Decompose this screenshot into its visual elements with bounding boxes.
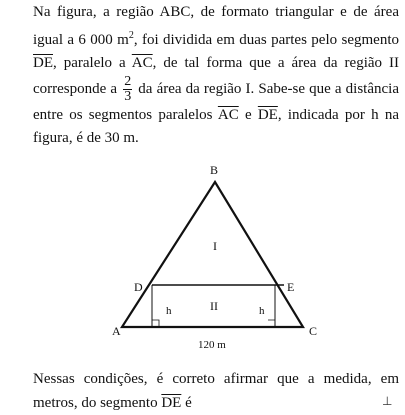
statement-text: , foi dividida em duas partes pelo segmento: [133, 32, 399, 48]
triangle-diagram: [110, 160, 330, 355]
height-h-left-label: h: [166, 305, 172, 317]
statement-text: e: [238, 107, 258, 123]
segment-de: $\overline{DE}$: [161, 395, 182, 411]
segment-ac: $\overline{AC}$: [217, 107, 239, 123]
segment-de: $\overline{DE}$: [257, 107, 278, 123]
area-exponent: 2: [128, 30, 134, 41]
segment-ac: $\overline{AC}$: [131, 55, 153, 71]
question-prompt: [33, 367, 399, 415]
vertex-b-label: B: [210, 163, 219, 177]
statement-text: , de tal forma que a área da região II corresponde a: [33, 55, 399, 97]
vertex-d-label: D: [134, 280, 143, 294]
statement-text: da área da região I. Sabe-se que a distância entre os segmentos paralelos: [33, 80, 399, 123]
triangle-figure: [110, 160, 330, 355]
question-statement: [33, 1, 399, 150]
prompt-text: é: [185, 395, 192, 411]
statement-text: , indicada por h na figura, é de 30 m.: [33, 107, 399, 146]
area-value: 6 000 m: [78, 32, 129, 48]
base-length-label: 120 m: [198, 339, 226, 351]
vertex-a-label: A: [112, 324, 121, 338]
region-ii-label: II: [210, 299, 218, 313]
prompt-text: Nessas condições, é correto afirmar que a medida, em metros, do segmento: [33, 371, 399, 411]
vertex-c-label: C: [309, 324, 318, 338]
height-h-right-label: h: [259, 305, 265, 317]
vertex-e-label: E: [287, 280, 295, 294]
region-i-label: I: [213, 239, 217, 253]
fraction-two-thirds: [123, 75, 132, 104]
segment-de: $\overline{DE}$: [33, 55, 53, 71]
footer-mark: ⊥: [382, 394, 393, 408]
fraction-denominator: 3: [124, 89, 132, 104]
statement-text: , paralelo a: [53, 55, 132, 71]
fraction-numerator: 2: [124, 74, 132, 89]
statement-text: Na figura, a região ABC, de formato triangular e de área igual a: [33, 4, 399, 48]
